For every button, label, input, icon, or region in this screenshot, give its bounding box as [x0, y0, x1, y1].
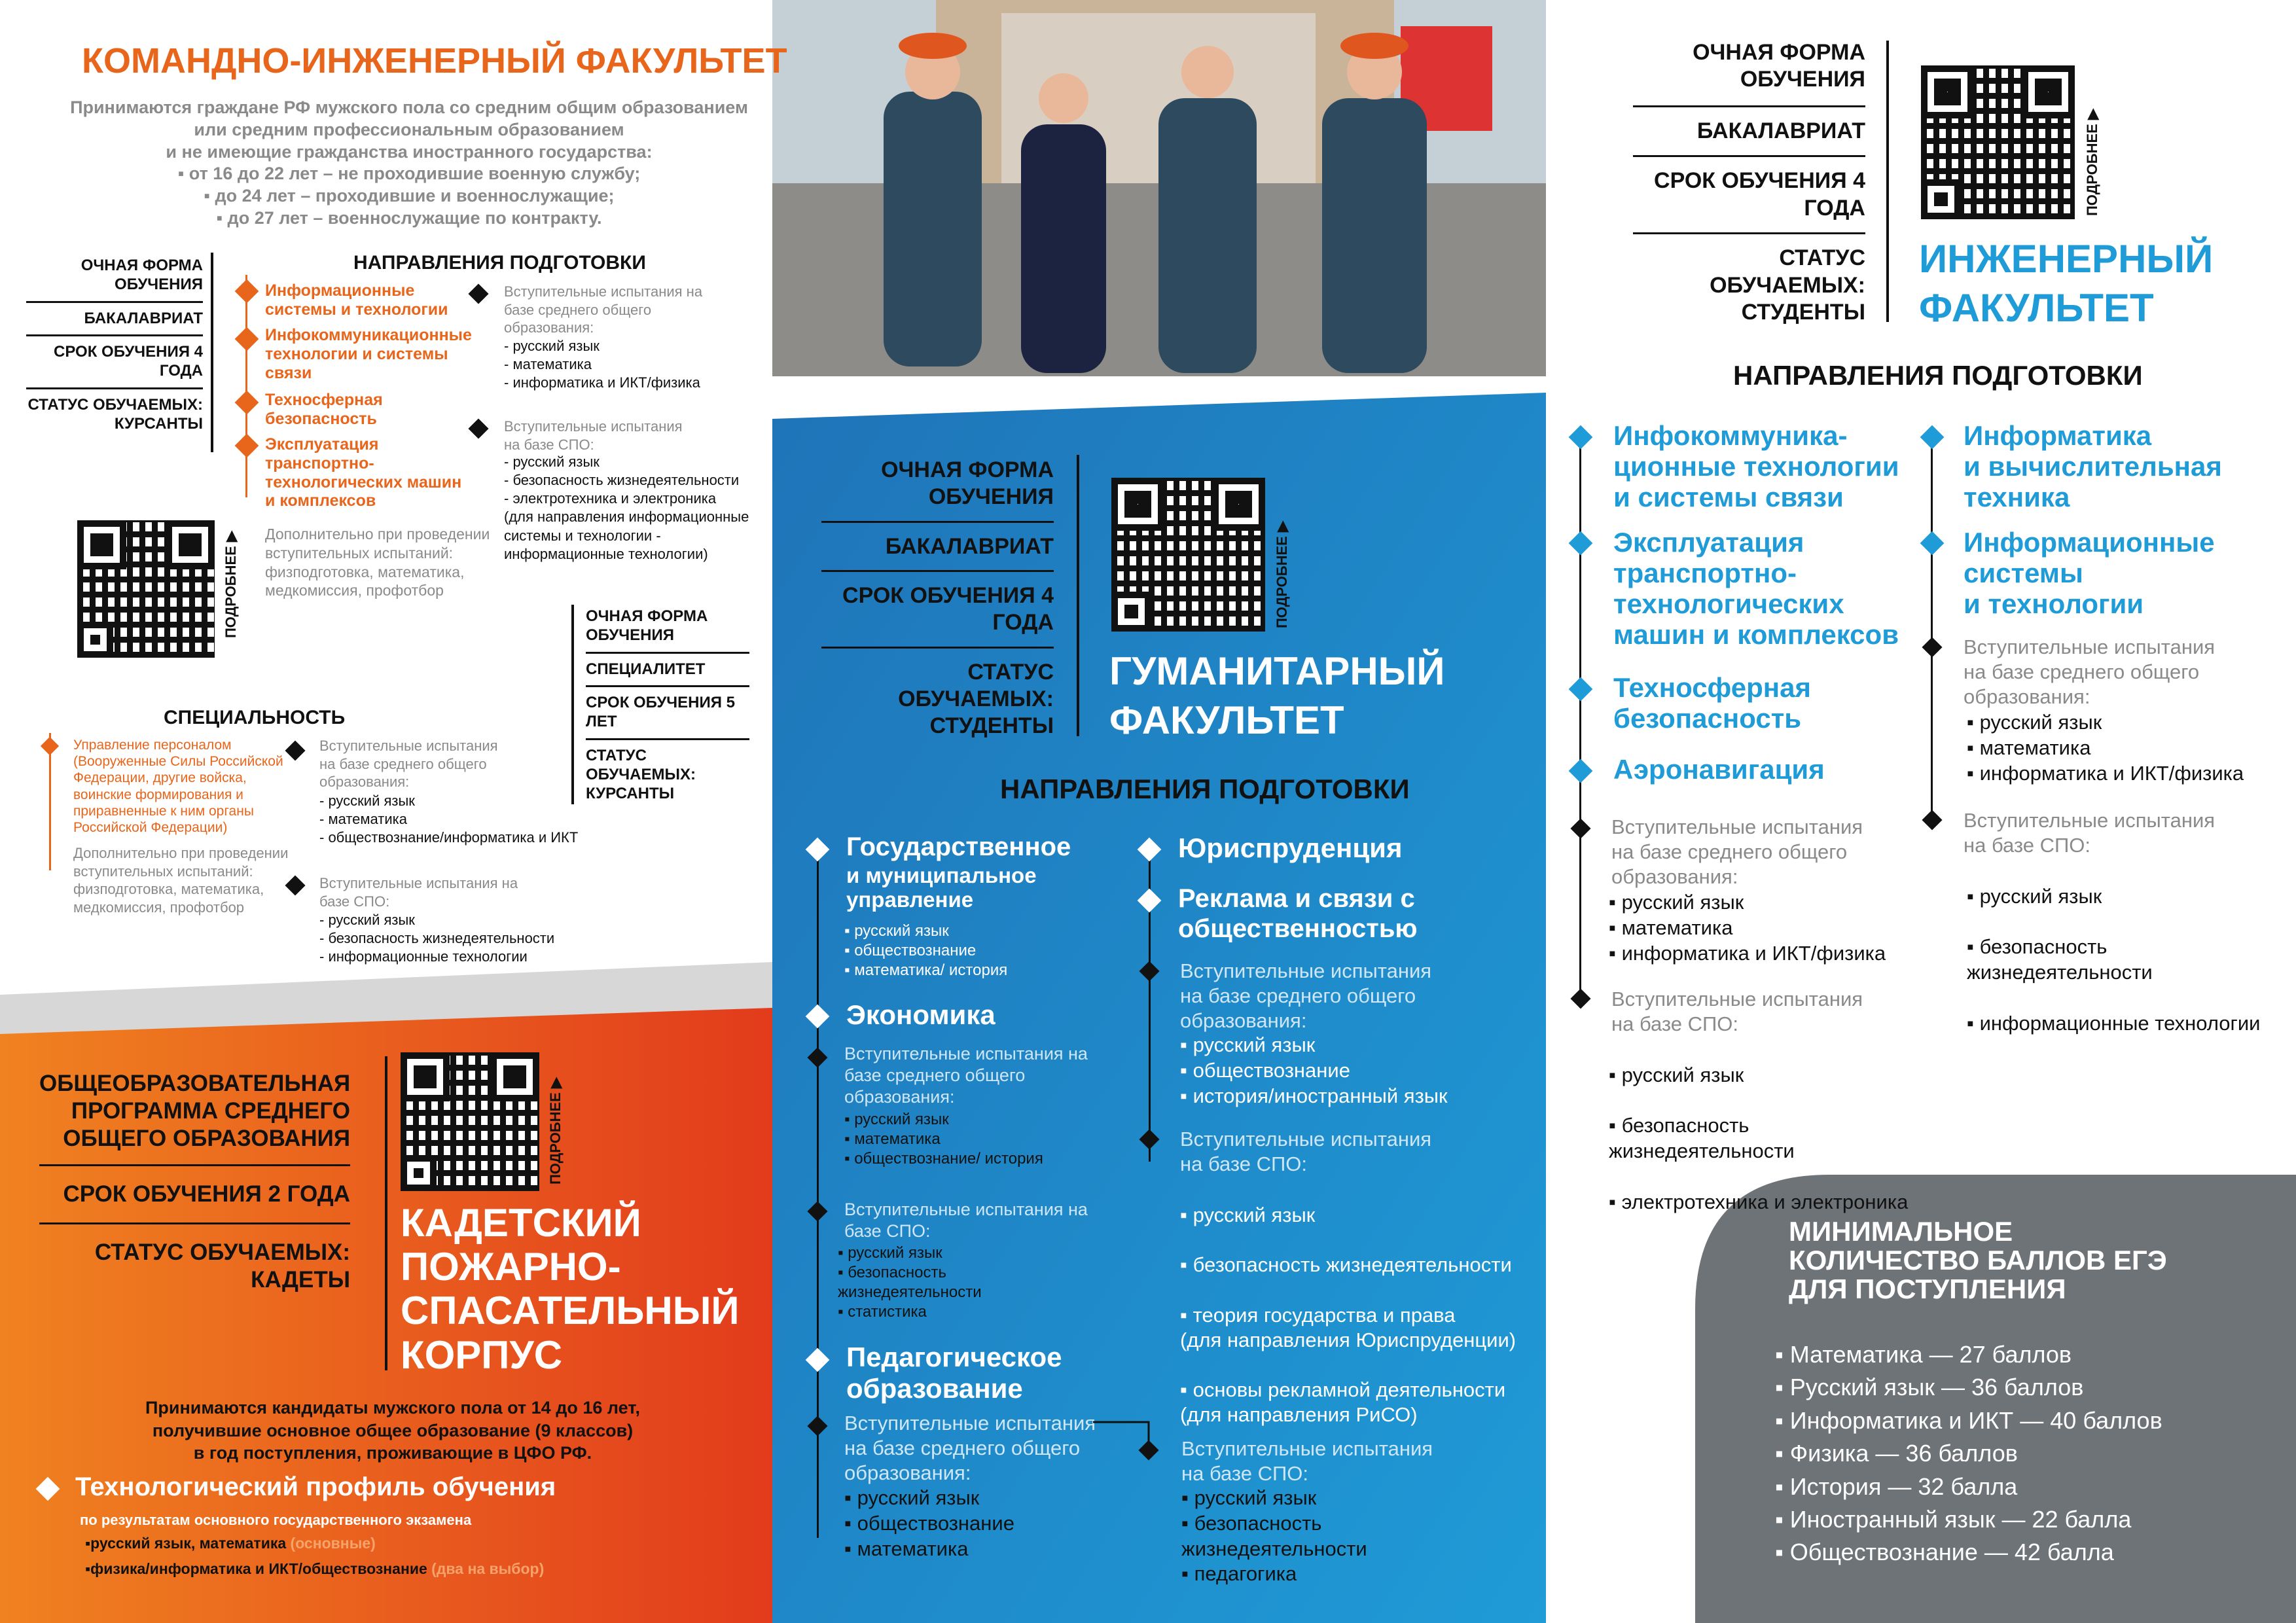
- gum-econ-school-title: Вступительные испытания на базе среднего общего образования:: [844, 1044, 1088, 1107]
- ing-left-dir: Аэронавигация: [1613, 754, 1825, 785]
- gum-econ-spo-title: Вступительные испытания на базе СПО:: [844, 1200, 1088, 1241]
- spec-info-level: СПЕЦИАЛИТЕТ: [586, 654, 749, 688]
- kadet-item-2-text: ▪физика/информатика и ИКТ/обществознание: [85, 1560, 427, 1577]
- gum-rso-title: Реклама и связи с общественностью: [1178, 884, 1418, 943]
- ing-directions-heading: НАПРАВЛЕНИЯ ПОДГОТОВКИ: [1733, 360, 2143, 391]
- gum-info-status: СТАТУС ОБУЧАЕМЫХ: СТУДЕНТЫ: [898, 659, 1054, 738]
- gum-info-form: ОЧНАЯ ФОРМА ОБУЧЕНИЯ: [821, 452, 1054, 523]
- ing-left-school-title: Вступительные испытания на базе среднего общего образования:: [1611, 815, 1863, 888]
- komandno-intro: Принимаются граждане РФ мужского пола со средним общим образованием или средним профессиональным образованием и не имеющие гражданства иностранного государства: ▪ от 16 до 22 лет – не проходившие военную службу; ▪ до 24 лет – проходившие и военнослужащие; ▪ до 27 лет – военнослужащие по контракту.: [70, 98, 748, 228]
- spec-info-form: ОЧНАЯ ФОРМА ОБУЧЕНИЯ: [586, 601, 749, 654]
- spec-name: Управление персоналом (Вооруженные Силы Российской Федерации, другие войска, воинские формирования и приравненные к ним органы Российской Федерации): [73, 738, 283, 835]
- gum-jur-spo-title: Вступительные испытания на базе СПО:: [1180, 1128, 1432, 1175]
- gum-info-level: БАКАЛАВРИАТ: [821, 523, 1054, 573]
- podrobnee-label: ПОДРОБНЕЕ ▶: [1274, 521, 1290, 628]
- gum-ped-school-items: ▪ русский язык ▪ обществознание ▪ математика: [844, 1486, 1093, 1561]
- gum-jur-spo-items: ▪ русский язык ▪ безопасность жизнедеятельности ▪ теория государства и права (для направления Юриспруденции) ▪ основы рекламной деятельности (для направления РиСО): [1180, 1178, 1534, 1452]
- kadet-info-status: СТАТУС ОБУЧАЕМЫХ: КАДЕТЫ: [94, 1240, 350, 1293]
- gum-ped-school-title: Вступительные испытания на базе среднего общего образования:: [844, 1412, 1096, 1484]
- spec-info-status: СТАТУС ОБУЧАЕМЫХ: КУРСАНТЫ: [586, 746, 696, 802]
- direction-item: Эксплуатация транспортно-технологических машин и комплексов: [265, 435, 462, 510]
- ing-left-spo-title: Вступительные испытания на базе СПО:: [1611, 988, 1863, 1035]
- ing-right-school-items: ▪ русский язык ▪ математика ▪ информатика и ИКТ/физика: [1967, 710, 2281, 786]
- ing-right-dir: Информационные системы и технологии: [1964, 527, 2215, 620]
- ege-item: ▪ Математика — 27 баллов: [1775, 1341, 2072, 1368]
- ing-info-status: СТАТУС ОБУЧАЕМЫХ: СТУДЕНТЫ: [1710, 245, 1865, 325]
- ege-item: ▪ Информатика и ИКТ — 40 баллов: [1775, 1406, 2162, 1434]
- gum-jur-school-title: Вступительные испытания на базе среднего общего образования:: [1180, 959, 1432, 1032]
- ege-item: ▪ История — 32 балла: [1775, 1472, 2018, 1500]
- komandno-info-box: [26, 250, 203, 440]
- kadet-intro: Принимаются кандидаты мужского пола от 14 до 16 лет, получившие основное общее образование (9 классов) в год поступления, проживающие в ЦФО РФ.: [145, 1398, 641, 1463]
- gum-directions-heading: НАПРАВЛЕНИЯ ПОДГОТОВКИ: [1000, 774, 1410, 804]
- spec-additional: Дополнительно при проведении вступительных испытаний: физподготовка, математика, медкомиссия, профотбор: [73, 845, 289, 916]
- ege-item: ▪ Обществознание — 42 балла: [1775, 1539, 2114, 1566]
- gum-jur-school-items: ▪ русский язык ▪ обществознание ▪ история/иностранный язык: [1180, 1033, 1507, 1109]
- podrobnee-label: ПОДРОБНЕЕ ▶: [2084, 109, 2100, 216]
- ing-right-spo-items: ▪ русский язык ▪ безопасность жизнедеятельности ▪ информационные технологии: [1967, 859, 2287, 1061]
- kadet-info-box: [39, 1063, 350, 1308]
- ing-left-dir: Техносферная безопасность: [1613, 672, 1811, 734]
- gum-ped-spo-title: Вступительные испытания на базе СПО:: [1181, 1437, 1433, 1485]
- gum-econ-spo-items: ▪ русский язык ▪ безопасность жизнедеятельности ▪ статистика: [838, 1243, 1060, 1322]
- gum-jur-title: Юриспруденция: [1178, 832, 1403, 863]
- komandno-directions-heading: НАПРАВЛЕНИЯ ПОДГОТОВКИ: [353, 252, 646, 274]
- ege-item: ▪ Русский язык — 36 баллов: [1775, 1374, 2084, 1401]
- ing-right-spo-title: Вступительные испытания на базе СПО:: [1964, 809, 2215, 857]
- ing-info-duration: СРОК ОБУЧЕНИЯ 4 ГОДА: [1633, 157, 1865, 234]
- info-duration: СРОК ОБУЧЕНИЯ 4 ГОДА: [26, 336, 203, 389]
- students-photo: [772, 0, 1546, 376]
- gum-econ-school-items: ▪ русский язык ▪ математика ▪ обществознание/ история: [844, 1110, 1060, 1169]
- gum-qr-code[interactable]: [1111, 478, 1265, 632]
- kadet-item-1-text: ▪русский язык, математика: [85, 1535, 287, 1552]
- ing-qr-code[interactable]: [1921, 65, 2075, 219]
- gum-info-duration: СРОК ОБУЧЕНИЯ 4 ГОДА: [821, 572, 1054, 649]
- ing-right-dir: Информатика и вычислительная техника: [1964, 420, 2222, 513]
- podrobnee-label: ПОДРОБНЕЕ ▶: [547, 1077, 564, 1185]
- gum-gmu-title: Государственное: [846, 832, 1071, 861]
- exam-spo-items: - русский язык - безопасность жизнедеятельности - электротехника и электроника (для направления информационные системы и технологии - информационные технологии): [504, 454, 749, 562]
- exam-school-items: - русский язык - математика - информатика и ИКТ/физика: [504, 338, 700, 391]
- kadet-qr-code[interactable]: [401, 1052, 539, 1191]
- ege-list: [1775, 1338, 2272, 1569]
- gum-gmu-items: ▪ русский язык ▪ обществознание ▪ математика/ история: [844, 921, 1041, 980]
- info-status: СТАТУС ОБУЧАЕМЫХ: КУРСАНТЫ: [27, 395, 203, 433]
- kadet-profile-sub: по результатам основного государственного экзамена: [80, 1512, 472, 1528]
- ing-info-form: ОЧНАЯ ФОРМА ОБУЧЕНИЯ: [1633, 36, 1865, 107]
- ing-left-spo-items: ▪ русский язык ▪ безопасность жизнедеятельности ▪ электротехника и электроника: [1609, 1037, 1936, 1240]
- kadet-profile-title: Технологический профиль обучения: [75, 1472, 556, 1501]
- spec-heading: СПЕЦИАЛЬНОСТЬ: [164, 707, 346, 728]
- spec-exam-school-title: Вступительные испытания на базе среднего общего образования:: [319, 738, 498, 790]
- kadet-info-duration: СРОК ОБУЧЕНИЯ 2 ГОДА: [39, 1166, 350, 1224]
- spec-exam-spo-items: - русский язык - безопасность жизнедеятельности - информационные технологии: [319, 912, 555, 965]
- komandno-qr-code[interactable]: [77, 520, 215, 658]
- direction-item: Инфокоммуникационные технологии и системы связи: [265, 326, 472, 382]
- exam-school-title: Вступительные испытания на базе среднего общего образования:: [504, 283, 703, 336]
- podrobnee-label: ПОДРОБНЕЕ ▶: [223, 531, 239, 638]
- spec-exam-spo-title: Вступительные испытания на базе СПО:: [319, 875, 518, 910]
- direction-item: Техносферная безопасность: [265, 391, 383, 428]
- spec-exam-school-items: - русский язык - математика - обществознание/информатика и ИКТ: [319, 793, 579, 846]
- ing-left-dir: Инфокоммуника- ционные технологии и системы связи: [1613, 420, 1899, 513]
- ped-connector-line: [1093, 1420, 1172, 1459]
- gum-econ-title: Экономика: [846, 999, 996, 1030]
- ing-left-school-items: ▪ русский язык ▪ математика ▪ информатика и ИКТ/физика: [1609, 890, 1936, 966]
- ing-info-level: БАКАЛАВРИАТ: [1633, 107, 1865, 157]
- info-level: БАКАЛАВРИАТ: [26, 303, 203, 337]
- kadet-title: КАДЕТСКИЙ ПОЖАРНО-СПАСАТЕЛЬНЫЙ КОРПУС: [401, 1201, 740, 1377]
- gum-title: ГУМАНИТАРНЫЙ ФАКУЛЬТЕТ: [1109, 649, 1445, 742]
- ing-right-school-title: Вступительные испытания на базе среднего общего образования:: [1964, 635, 2215, 708]
- photo-illustration: [772, 0, 1546, 376]
- kadet-info-program: ОБЩЕОБРАЗОВАТЕЛЬНАЯ ПРОГРАММА СРЕДНЕГО ОБЩЕГО ОБРАЗОВАНИЯ: [39, 1063, 350, 1166]
- kadet-item-2: [85, 1560, 544, 1578]
- ing-left-dir: Эксплуатация транспортно- технологических машин и комплексов: [1613, 527, 1899, 651]
- spec-info-box: [586, 601, 749, 810]
- komandno-title: КОМАНДНО-ИНЖЕНЕРНЫЙ ФАКУЛЬТЕТ: [82, 41, 787, 80]
- info-form: ОЧНАЯ ФОРМА ОБУЧЕНИЯ: [26, 250, 203, 303]
- komandno-additional: Дополнительно при проведении вступительных испытаний: физподготовка, математика, медкомиссия, профотбор: [265, 526, 490, 599]
- ege-item: ▪ Иностранный язык — 22 балла: [1775, 1505, 2132, 1533]
- ege-title: МИНИМАЛЬНОЕ КОЛИЧЕСТВО БАЛЛОВ ЕГЭ ДЛЯ ПОСТУПЛЕНИЯ: [1789, 1216, 2167, 1305]
- spec-info-duration: СРОК ОБУЧЕНИЯ 5 ЛЕТ: [586, 687, 749, 740]
- ing-title: ИНЖЕНЕРНЫЙ ФАКУЛЬТЕТ: [1919, 237, 2214, 330]
- kadet-item-2-note: (два на выбор): [431, 1560, 545, 1577]
- kadet-item-1-note: (основные): [290, 1535, 376, 1552]
- kadet-item-1: [85, 1535, 376, 1552]
- gum-ped-spo-items: ▪ русский язык ▪ безопасность жизнедеятельности ▪ педагогика: [1181, 1486, 1509, 1587]
- gum-ped-title: Педагогическое образование: [846, 1342, 1062, 1404]
- direction-item: Информационные системы и технологии: [265, 281, 448, 319]
- ege-item: ▪ Физика — 36 баллов: [1775, 1440, 2018, 1467]
- gum-gmu-title2: и муниципальное управление: [846, 863, 1037, 912]
- ing-info-box: [1633, 36, 1865, 337]
- exam-spo-title: Вступительные испытания на базе СПО:: [504, 418, 683, 453]
- gum-info-box: [821, 452, 1054, 749]
